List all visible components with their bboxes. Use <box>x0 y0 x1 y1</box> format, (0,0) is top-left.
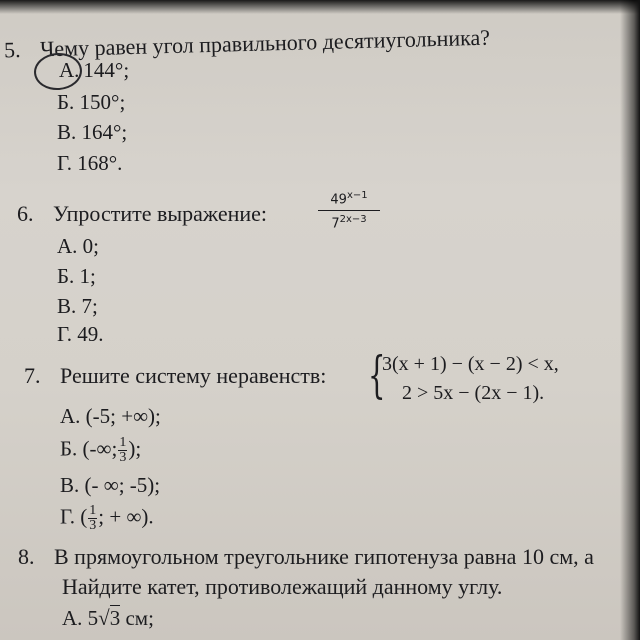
q8-line2: Найдите катет, противолежащий данному углу. <box>62 574 503 599</box>
q6-option-v: В. 7; <box>57 294 98 318</box>
q7-option-g-numerator: 1 <box>89 503 97 518</box>
q7-option-a: А. (-5; +∞); <box>60 404 161 428</box>
q6-option-b: Б. 1; <box>57 264 96 288</box>
q7-line <box>24 364 326 388</box>
q5-option-a-letter: А. <box>59 58 80 82</box>
q7-option-g-fraction <box>88 504 97 533</box>
q6-line <box>17 202 267 226</box>
q6-denominator <box>318 211 380 231</box>
q6-option-g: Г. 49. <box>57 322 104 346</box>
q7-option-g <box>60 504 154 533</box>
q8-option-a-prefix: А. 5 <box>62 606 99 630</box>
q7-option-b-denominator: 3 <box>119 450 127 465</box>
q7-number: 7. <box>24 363 41 388</box>
q7-option-b-numerator: 1 <box>119 435 127 450</box>
q6-title: Упростите выражение: <box>53 201 268 226</box>
q8-option-a-suffix: см; <box>125 606 154 630</box>
q6-denominator-exponent: 2x−3 <box>339 214 367 226</box>
q5-number: 5. <box>3 36 21 63</box>
q5-option-b: Б. 150°; <box>57 90 126 114</box>
q7-system-line2: 2 > 5x − (2x − 1). <box>402 382 545 404</box>
q5-option-g: Г. 168°. <box>57 151 123 175</box>
q7-option-v: В. (- ∞; -5); <box>60 473 161 497</box>
q8-number: 8. <box>18 544 35 569</box>
q8-line1 <box>18 545 594 569</box>
q7-option-b-prefix: Б. (-∞; <box>60 436 118 461</box>
q6-option-a: А. 0; <box>57 234 99 258</box>
right-edge-shadow <box>620 0 640 640</box>
q7-option-b-suffix: ); <box>128 436 142 461</box>
q8-option-a-root: 3 <box>109 606 121 630</box>
q5-option-a <box>57 58 129 82</box>
top-shadow <box>0 0 640 14</box>
q6-numerator-exponent: x−1 <box>346 190 368 201</box>
sqrt-symbol: √ <box>98 606 110 630</box>
q8-option-a <box>62 606 154 630</box>
q7-option-g-prefix: Г. ( <box>60 504 88 529</box>
q5-option-a-value: 144°; <box>83 58 130 82</box>
q7-system-line1: 3(x + 1) − (x − 2) < x, <box>382 353 559 375</box>
system-brace: { <box>368 346 386 404</box>
q7-option-g-denominator: 3 <box>89 518 97 533</box>
q6-numerator-base: 49 <box>330 192 347 208</box>
q6-expression-fraction <box>318 190 380 232</box>
q7-option-g-suffix: ; + ∞). <box>98 504 154 529</box>
q5-option-v: В. 164°; <box>57 120 128 144</box>
q5-line <box>4 26 491 63</box>
q7-option-b <box>60 436 141 465</box>
q5-title: Чему равен угол правильного десятиугольника? <box>39 24 491 62</box>
q7-title: Решите систему неравенств: <box>60 363 327 388</box>
q8-title-line1: В прямоугольном треугольнике гипотенуза равна 10 см, а <box>54 544 594 569</box>
q7-option-b-fraction <box>118 436 127 465</box>
q6-denominator-base: 7 <box>331 216 340 232</box>
q6-number: 6. <box>17 201 34 226</box>
q6-numerator <box>318 190 380 211</box>
